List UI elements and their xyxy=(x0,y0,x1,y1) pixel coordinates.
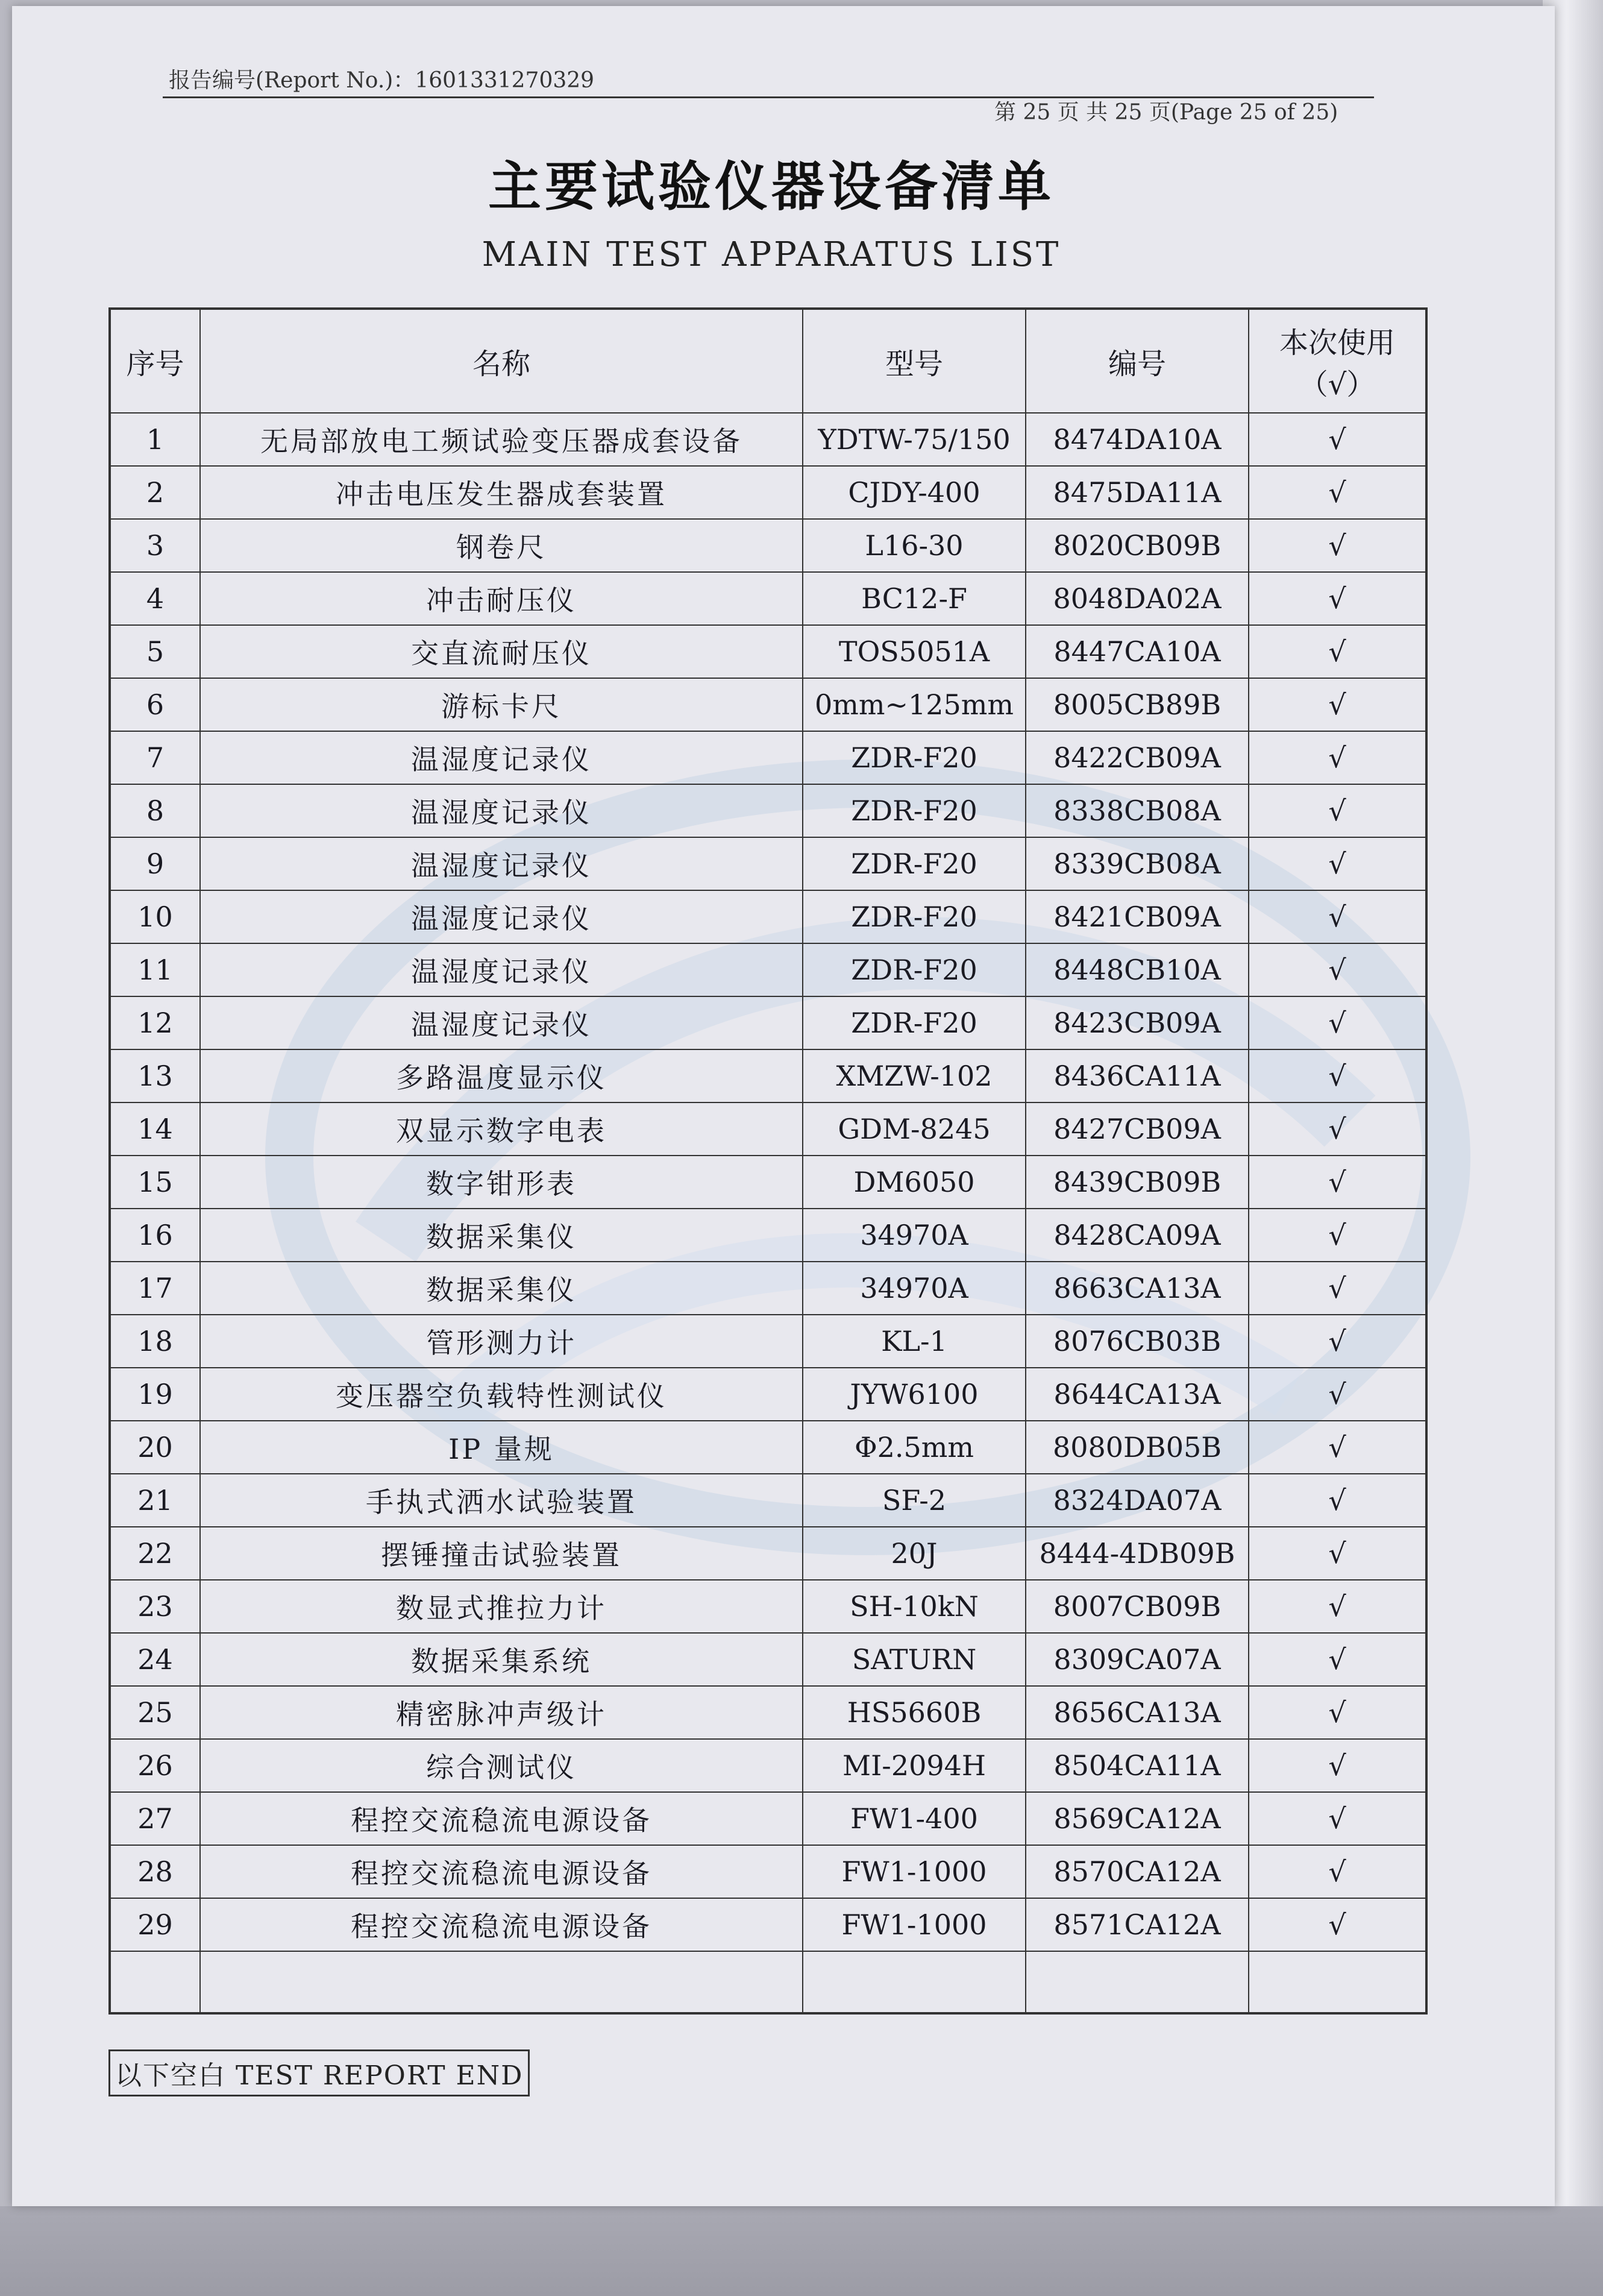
table-row xyxy=(110,1368,1426,1421)
cell-serial-no: 23 xyxy=(110,1580,200,1633)
cell-id-number: 8644CA13A xyxy=(1026,1368,1249,1421)
cell-name: 温湿度记录仪 xyxy=(200,996,803,1049)
cell-model: 0mm~125mm xyxy=(803,678,1026,731)
header-id-number: 编号 xyxy=(1026,309,1249,413)
cell-serial-no: 14 xyxy=(110,1102,200,1156)
page-title-cn: 主要试验仪器设备清单 xyxy=(488,156,1055,218)
cell-serial-no: 28 xyxy=(110,1845,200,1898)
page-title-en: MAIN TEST APPARATUS LIST xyxy=(482,235,1061,274)
cell-model: YDTW-75/150 xyxy=(803,413,1026,466)
cell-id-number: 8339CB08A xyxy=(1026,837,1249,890)
table-row xyxy=(110,1209,1426,1262)
cell-id-number: 8656CA13A xyxy=(1026,1686,1249,1739)
table-row xyxy=(110,1474,1426,1527)
cell-id-number: 8570CA12A xyxy=(1026,1845,1249,1898)
cell-used-check: √ xyxy=(1249,837,1426,890)
cell-name: 冲击电压发生器成套装置 xyxy=(200,466,803,519)
table-row xyxy=(110,837,1426,890)
cell-name: 温湿度记录仪 xyxy=(200,943,803,996)
cell-name: 精密脉冲声级计 xyxy=(200,1686,803,1739)
cell-name: 游标卡尺 xyxy=(200,678,803,731)
cell-id-number: 8076CB03B xyxy=(1026,1315,1249,1368)
cell-model: ZDR-F20 xyxy=(803,731,1026,784)
cell-empty xyxy=(110,1951,200,2013)
cell-serial-no: 18 xyxy=(110,1315,200,1368)
cell-used-check: √ xyxy=(1249,784,1426,837)
cell-serial-no: 27 xyxy=(110,1792,200,1845)
cell-model: ZDR-F20 xyxy=(803,784,1026,837)
cell-model: 34970A xyxy=(803,1262,1026,1315)
cell-used-check: √ xyxy=(1249,1527,1426,1580)
cell-id-number: 8436CA11A xyxy=(1026,1049,1249,1102)
cell-model: 34970A xyxy=(803,1209,1026,1262)
cell-model: KL-1 xyxy=(803,1315,1026,1368)
cell-serial-no: 25 xyxy=(110,1686,200,1739)
cell-name: 程控交流稳流电源设备 xyxy=(200,1792,803,1845)
cell-id-number: 8421CB09A xyxy=(1026,890,1249,943)
cell-model: 20J xyxy=(803,1527,1026,1580)
cell-serial-no: 13 xyxy=(110,1049,200,1102)
table-row xyxy=(110,625,1426,678)
table-row xyxy=(110,1845,1426,1898)
cell-used-check: √ xyxy=(1249,1156,1426,1209)
cell-name: 交直流耐压仪 xyxy=(200,625,803,678)
table-header-row xyxy=(110,309,1426,413)
table-row xyxy=(110,572,1426,625)
cell-model: SF-2 xyxy=(803,1474,1026,1527)
cell-used-check: √ xyxy=(1249,1315,1426,1368)
cell-used-check: √ xyxy=(1249,466,1426,519)
cell-serial-no: 9 xyxy=(110,837,200,890)
cell-used-check: √ xyxy=(1249,1739,1426,1792)
cell-model: ZDR-F20 xyxy=(803,943,1026,996)
cell-serial-no: 7 xyxy=(110,731,200,784)
cell-used-check: √ xyxy=(1249,1421,1426,1474)
apparatus-table-body xyxy=(110,413,1426,2013)
cell-serial-no: 24 xyxy=(110,1633,200,1686)
cell-used-check: √ xyxy=(1249,890,1426,943)
cell-model: FW1-1000 xyxy=(803,1845,1026,1898)
cell-used-check: √ xyxy=(1249,996,1426,1049)
cell-model: XMZW-102 xyxy=(803,1049,1026,1102)
cell-serial-no: 10 xyxy=(110,890,200,943)
cell-used-check: √ xyxy=(1249,1474,1426,1527)
table-row xyxy=(110,1527,1426,1580)
cell-name: 双显示数字电表 xyxy=(200,1102,803,1156)
table-row xyxy=(110,413,1426,466)
cell-name: 温湿度记录仪 xyxy=(200,784,803,837)
cell-model: SATURN xyxy=(803,1633,1026,1686)
cell-used-check: √ xyxy=(1249,1209,1426,1262)
cell-serial-no: 12 xyxy=(110,996,200,1049)
cell-id-number: 8007CB09B xyxy=(1026,1580,1249,1633)
cell-name: 摆锤撞击试验装置 xyxy=(200,1527,803,1580)
cell-name: 程控交流稳流电源设备 xyxy=(200,1845,803,1898)
table-row xyxy=(110,996,1426,1049)
cell-name: 温湿度记录仪 xyxy=(200,890,803,943)
cell-id-number: 8422CB09A xyxy=(1026,731,1249,784)
cell-model: JYW6100 xyxy=(803,1368,1026,1421)
table-row xyxy=(110,1633,1426,1686)
cell-name: IP 量规 xyxy=(200,1421,803,1474)
cell-id-number: 8427CB09A xyxy=(1026,1102,1249,1156)
header-model: 型号 xyxy=(803,309,1026,413)
cell-serial-no: 15 xyxy=(110,1156,200,1209)
table-row xyxy=(110,1315,1426,1368)
cell-serial-no: 19 xyxy=(110,1368,200,1421)
table-row xyxy=(110,1792,1426,1845)
cell-empty xyxy=(803,1951,1026,2013)
table-row xyxy=(110,1156,1426,1209)
table-row xyxy=(110,1262,1426,1315)
cell-id-number: 8663CA13A xyxy=(1026,1262,1249,1315)
cell-used-check: √ xyxy=(1249,1686,1426,1739)
cell-used-check: √ xyxy=(1249,1580,1426,1633)
cell-used-check: √ xyxy=(1249,1898,1426,1951)
cell-model: L16-30 xyxy=(803,519,1026,572)
cell-model: GDM-8245 xyxy=(803,1102,1026,1156)
cell-empty xyxy=(200,1951,803,2013)
cell-id-number: 8020CB09B xyxy=(1026,519,1249,572)
cell-name: 管形测力计 xyxy=(200,1315,803,1368)
table-row xyxy=(110,784,1426,837)
cell-used-check: √ xyxy=(1249,1262,1426,1315)
cell-used-check: √ xyxy=(1249,1845,1426,1898)
cell-serial-no: 21 xyxy=(110,1474,200,1527)
cell-serial-no: 17 xyxy=(110,1262,200,1315)
cell-name: 手执式洒水试验装置 xyxy=(200,1474,803,1527)
cell-serial-no: 16 xyxy=(110,1209,200,1262)
cell-name: 数据采集仪 xyxy=(200,1262,803,1315)
cell-name: 无局部放电工频试验变压器成套设备 xyxy=(200,413,803,466)
table-row xyxy=(110,519,1426,572)
cell-id-number: 8048DA02A xyxy=(1026,572,1249,625)
cell-serial-no: 11 xyxy=(110,943,200,996)
cell-id-number: 8005CB89B xyxy=(1026,678,1249,731)
background-surface xyxy=(0,2206,1603,2296)
cell-used-check: √ xyxy=(1249,1102,1426,1156)
cell-name: 冲击耐压仪 xyxy=(200,572,803,625)
cell-name: 数据采集系统 xyxy=(200,1633,803,1686)
table-row xyxy=(110,943,1426,996)
table-row xyxy=(110,1102,1426,1156)
cell-serial-no: 5 xyxy=(110,625,200,678)
cell-id-number: 8504CA11A xyxy=(1026,1739,1249,1792)
cell-model: ZDR-F20 xyxy=(803,837,1026,890)
cell-model: ZDR-F20 xyxy=(803,890,1026,943)
cell-model: FW1-1000 xyxy=(803,1898,1026,1951)
table-row xyxy=(110,466,1426,519)
table-row xyxy=(110,1049,1426,1102)
table-row xyxy=(110,731,1426,784)
cell-name: 数据采集仪 xyxy=(200,1209,803,1262)
table-row xyxy=(110,1739,1426,1792)
cell-id-number: 8324DA07A xyxy=(1026,1474,1249,1527)
cell-id-number: 8309CA07A xyxy=(1026,1633,1249,1686)
cell-id-number: 8444-4DB09B xyxy=(1026,1527,1249,1580)
cell-empty xyxy=(1026,1951,1249,2013)
cell-used-check: √ xyxy=(1249,678,1426,731)
cell-id-number: 8428CA09A xyxy=(1026,1209,1249,1262)
header-name: 名称 xyxy=(200,309,803,413)
cell-serial-no: 8 xyxy=(110,784,200,837)
cell-used-check: √ xyxy=(1249,1633,1426,1686)
cell-name: 变压器空负载特性测试仪 xyxy=(200,1368,803,1421)
cell-used-check: √ xyxy=(1249,943,1426,996)
cell-id-number: 8569CA12A xyxy=(1026,1792,1249,1845)
cell-model: FW1-400 xyxy=(803,1792,1026,1845)
cell-name: 数显式推拉力计 xyxy=(200,1580,803,1633)
report-end-note: 以下空白 TEST REPORT END xyxy=(108,2049,530,2096)
table-row xyxy=(110,1580,1426,1633)
page-number: 第 25 页 共 25 页(Page 25 of 25) xyxy=(994,100,1338,125)
cell-empty xyxy=(1249,1951,1426,2013)
apparatus-table xyxy=(108,307,1428,2015)
cell-name: 钢卷尺 xyxy=(200,519,803,572)
report-page xyxy=(12,6,1555,2206)
cell-id-number: 8080DB05B xyxy=(1026,1421,1249,1474)
table-row-empty xyxy=(110,1951,1426,2013)
cell-model: TOS5051A xyxy=(803,625,1026,678)
cell-serial-no: 2 xyxy=(110,466,200,519)
cell-name: 温湿度记录仪 xyxy=(200,731,803,784)
cell-id-number: 8447CA10A xyxy=(1026,625,1249,678)
cell-model: Φ2.5mm xyxy=(803,1421,1026,1474)
cell-model: DM6050 xyxy=(803,1156,1026,1209)
cell-id-number: 8338CB08A xyxy=(1026,784,1249,837)
cell-model: BC12-F xyxy=(803,572,1026,625)
cell-model: MI-2094H xyxy=(803,1739,1026,1792)
table-row xyxy=(110,890,1426,943)
table-row xyxy=(110,1686,1426,1739)
table-row xyxy=(110,1898,1426,1951)
cell-serial-no: 22 xyxy=(110,1527,200,1580)
cell-model: SH-10kN xyxy=(803,1580,1026,1633)
cell-id-number: 8474DA10A xyxy=(1026,413,1249,466)
header-serial-no: 序号 xyxy=(110,309,200,413)
cell-id-number: 8439CB09B xyxy=(1026,1156,1249,1209)
header-used: 本次使用 （√） xyxy=(1249,309,1426,413)
cell-used-check: √ xyxy=(1249,625,1426,678)
cell-id-number: 8475DA11A xyxy=(1026,466,1249,519)
table-row xyxy=(110,1421,1426,1474)
cell-model: HS5660B xyxy=(803,1686,1026,1739)
cell-id-number: 8423CB09A xyxy=(1026,996,1249,1049)
cell-used-check: √ xyxy=(1249,413,1426,466)
cell-serial-no: 6 xyxy=(110,678,200,731)
cell-id-number: 8448CB10A xyxy=(1026,943,1249,996)
cell-used-check: √ xyxy=(1249,1368,1426,1421)
cell-serial-no: 4 xyxy=(110,572,200,625)
cell-used-check: √ xyxy=(1249,731,1426,784)
cell-serial-no: 20 xyxy=(110,1421,200,1474)
cell-name: 温湿度记录仪 xyxy=(200,837,803,890)
cell-name: 多路温度显示仪 xyxy=(200,1049,803,1102)
cell-serial-no: 29 xyxy=(110,1898,200,1951)
cell-serial-no: 26 xyxy=(110,1739,200,1792)
cell-used-check: √ xyxy=(1249,1049,1426,1102)
cell-serial-no: 1 xyxy=(110,413,200,466)
cell-used-check: √ xyxy=(1249,572,1426,625)
cell-name: 数字钳形表 xyxy=(200,1156,803,1209)
cell-used-check: √ xyxy=(1249,519,1426,572)
cell-name: 综合测试仪 xyxy=(200,1739,803,1792)
cell-id-number: 8571CA12A xyxy=(1026,1898,1249,1951)
table-row xyxy=(110,678,1426,731)
cell-used-check: √ xyxy=(1249,1792,1426,1845)
report-number: 报告编号(Report No.)：1601331270329 xyxy=(169,68,595,93)
cell-model: CJDY-400 xyxy=(803,466,1026,519)
cell-model: ZDR-F20 xyxy=(803,996,1026,1049)
cell-name: 程控交流稳流电源设备 xyxy=(200,1898,803,1951)
cell-serial-no: 3 xyxy=(110,519,200,572)
